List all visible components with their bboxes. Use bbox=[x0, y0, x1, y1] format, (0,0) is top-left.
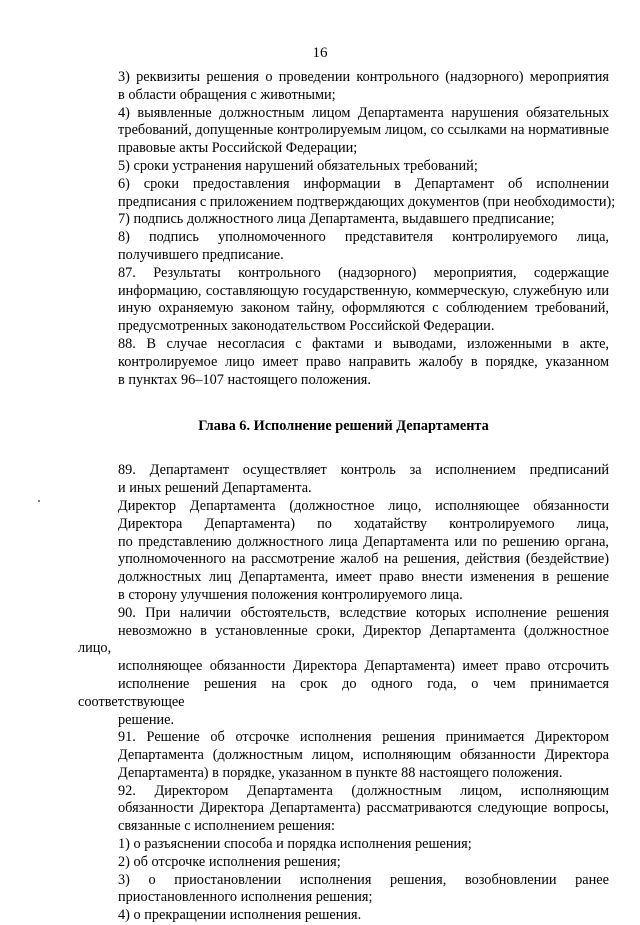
text-line: иную охраняемую законом тайну, оформляются с соблюдением требований, bbox=[118, 300, 609, 317]
text-line: 6) сроки предоставления информации в Департамент об исполнении bbox=[118, 175, 609, 192]
text-line: уполномоченного на рассмотрение жалоб на решения, действия (бездействие) bbox=[118, 551, 609, 568]
paragraph-point-92 bbox=[78, 783, 609, 836]
paragraph-point-92-1 bbox=[78, 836, 609, 854]
text-line: 4) о прекращении исполнения решения. bbox=[118, 907, 362, 924]
text-line: в сторону улучшения положения контролируемого лица. bbox=[118, 586, 463, 603]
text-line: исполняющее обязанности Директора Департамента) имеет право отсрочить bbox=[118, 658, 609, 675]
text-line: 2) об отсрочке исполнения решения; bbox=[118, 853, 341, 870]
text-line: решение. bbox=[118, 711, 175, 728]
paragraph-item-8 bbox=[78, 229, 609, 265]
paragraph-item-5 bbox=[78, 158, 609, 176]
text-line: 3) о приостановлении исполнения решения, возобновлении ранее bbox=[118, 871, 609, 888]
paragraph-item-4 bbox=[78, 105, 609, 158]
text-line: Директор Департамента (должностное лицо, исполняющее обязанности bbox=[118, 497, 609, 514]
text-line: 88. В случае несогласия с фактами и выводами, изложенными в акте, bbox=[118, 335, 609, 352]
text-line: Директора Департамента) по ходатайству контролируемого лица, bbox=[118, 515, 609, 532]
section-chapter-6 bbox=[78, 462, 609, 925]
text-line: 1) о разъяснении способа и порядка исполнения решения; bbox=[118, 836, 472, 853]
section-before-chapter bbox=[78, 69, 616, 389]
text-line: исполнение решения на срок до одного года, о чем принимается соответствующее bbox=[78, 675, 609, 710]
text-line: 92. Директором Департамента (должностным лицом, исполняющим bbox=[118, 782, 609, 799]
paragraph-point-92-3 bbox=[78, 872, 609, 908]
paragraph-point-89 bbox=[78, 462, 609, 498]
text-line: 8) подпись уполномоченного представителя контролируемого лица, bbox=[118, 229, 609, 246]
text-line: получившего предписание. bbox=[118, 246, 284, 263]
chapter-heading: Глава 6. Исполнение решений Департамента bbox=[198, 418, 489, 435]
paragraph-point-89-director bbox=[78, 498, 609, 605]
paragraph-item-3 bbox=[78, 69, 609, 105]
text-line: 4) выявленные должностным лицом Департамента нарушения обязательных bbox=[118, 104, 609, 121]
text-line: невозможно в установленные сроки, Директор Департамента (должностное лицо, bbox=[78, 622, 609, 657]
text-line: должностных лиц Департамента, имеет право внести изменения в решение bbox=[118, 569, 609, 586]
text-line: и иных решений Департамента. bbox=[118, 480, 312, 497]
page-content bbox=[78, 69, 616, 925]
text-line: контролируемое лицо имеет право направить жалобу в порядке, указанном bbox=[118, 353, 609, 370]
text-line: информацию, составляющую государственную, коммерческую, служебную или bbox=[118, 282, 609, 299]
text-line: 87. Результаты контрольного (надзорного) мероприятия, содержащие bbox=[118, 264, 609, 281]
paragraph-point-92-2 bbox=[78, 854, 609, 872]
paragraph-point-87 bbox=[78, 265, 609, 336]
paragraph-point-90 bbox=[78, 605, 609, 730]
text-line: Департамента) в порядке, указанном в пункте 88 настоящего положения. bbox=[118, 764, 563, 781]
paragraph-item-7 bbox=[78, 211, 609, 229]
paragraph-point-91 bbox=[78, 729, 609, 782]
text-line: требований, допущенные контролируемым лицом, со ссылками на нормативные bbox=[118, 122, 609, 139]
text-line: в пунктах 96–107 настоящего положения. bbox=[118, 371, 371, 388]
text-line: 3) реквизиты решения о проведении контрольного (надзорного) мероприятия bbox=[118, 69, 609, 85]
text-line: приостановленного исполнения решения; bbox=[118, 889, 373, 906]
text-line: обязанности Директора Департамента) рассматриваются следующие вопросы, bbox=[118, 800, 609, 817]
text-line: связанные с исполнением решения: bbox=[118, 818, 335, 835]
text-line: 90. При наличии обстоятельств, вследствие которых исполнение решения bbox=[118, 604, 609, 621]
paragraph-point-88 bbox=[78, 336, 609, 389]
margin-speck bbox=[38, 500, 40, 502]
paragraph-point-92-4 bbox=[78, 907, 609, 925]
text-line: по представлению должностного лица Департамента или по решению органа, bbox=[118, 533, 609, 550]
text-line: правовые акты Российской Федерации; bbox=[118, 140, 358, 157]
paragraph-item-6 bbox=[78, 175, 616, 212]
text-line: предписания с приложением подтверждающих документов (при необходимости); bbox=[118, 193, 616, 210]
text-line: 89. Департамент осуществляет контроль за исполнением предписаний bbox=[118, 462, 609, 479]
text-line: предусмотренных законодательством Российской Федерации. bbox=[118, 318, 495, 335]
text-line: Департамента (должностным лицом, исполняющим обязанности Директора bbox=[118, 747, 609, 764]
text-line: 5) сроки устранения нарушений обязательных требований; bbox=[118, 157, 478, 174]
page-number: 16 bbox=[312, 45, 328, 61]
text-line: в области обращения с животными; bbox=[118, 86, 336, 103]
text-line: 7) подпись должностного лица Департамента, выдавшего предписание; bbox=[118, 211, 555, 228]
text-line: 91. Решение об отсрочке исполнения решения принимается Директором bbox=[118, 729, 609, 746]
